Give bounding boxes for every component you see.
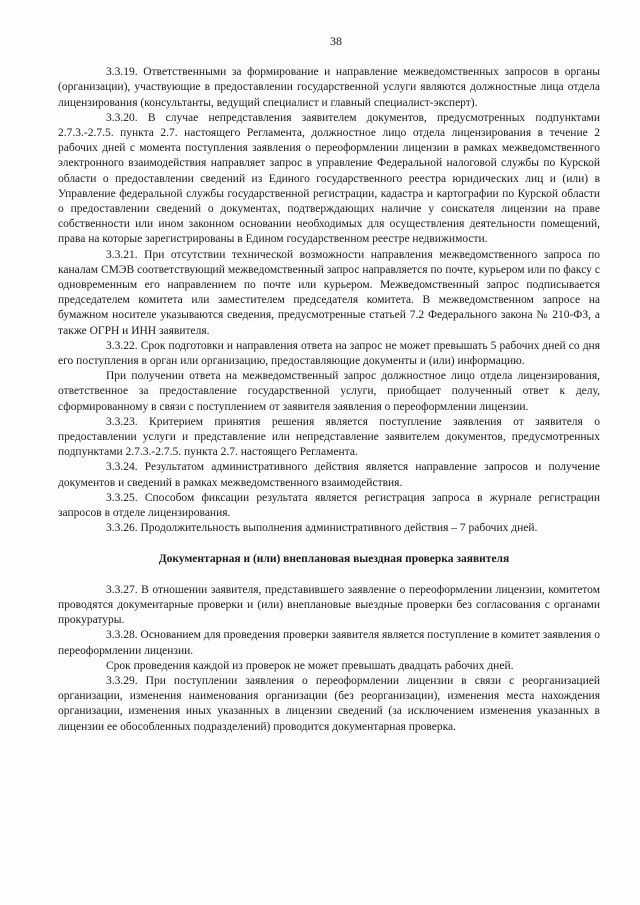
paragraph-3-3-29: 3.3.29. При поступлении заявления о переоформлении лицензии в связи с реорганизацией организации, изменения наименования организации (без реорганизации), изменения места нахождения организации, изменения иных указанных в лицензии сведений (за исключением изменения указанных в лицензии ее обособленных подразделений) проводится документарная проверка. <box>58 674 600 733</box>
paragraph-3-3-24: 3.3.24. Результатом административного действия является направление запросов и получение документов и сведений в рамках межведомственного взаимодействия. <box>58 461 600 489</box>
paragraph-3-3-20: 3.3.20. В случае непредставления заявителем документов, предусмотренных подпунктами 2.7.3.-2.7.5. пункта 2.7. настоящего Регламента, должностное лицо отдела лицензирования в течение 2 рабочих дней с момента поступления заявления о переоформлении лицензии в рамках межведомственного электронного взаимодействия направляет запрос в управление Федеральной налоговой службы по Курской области о предоставлении сведений из Единого государственного реестра юридических лиц и (или) в Управление федеральной службы государственной регистрации, кадастра и картографии по Курской области о предоставлении сведений о документах, подтверждающих наличие у соискателя лицензии на праве собственности или ином законном основании необходимых для осуществления деятельности помещений, права на которые зарегистрированы в Едином государственном реестре недвижимости. <box>58 111 600 246</box>
paragraph-3-3-28: 3.3.28. Основанием для проведения проверки заявителя является поступление в комитет заявления о переоформлении лицензии. <box>58 629 600 657</box>
section-heading: Документарная и (или) внеплановая выездная проверка заявителя <box>158 552 510 565</box>
paragraph-3-3-21: 3.3.21. При отсутствии технической возможности направления межведомственного запроса по каналам СМЭВ соответствующий межведомственный запрос направляется по почте, курьером или по факсу с одновременным его направлением по почте или курьером. Межведомственный запрос подписывается председателем комитета или заместителем председателя комитета. В межведомственном запросе на бумажном носителе указываются сведения, предусмотренные статьей 7.2 Федерального закона № 210-ФЗ, а также ОГРН и ИНН заявителя. <box>58 248 600 337</box>
paragraph-response-handling: При получении ответа на межведомственный запрос должностное лицо отдела лицензирования, ответственное за предоставление государственной услуги, приобщает полученный ответ к делу, сформированному в связи с поступлением от заявителя заявления о переоформлении лицензии. <box>58 370 600 413</box>
paragraph-3-3-22: 3.3.22. Срок подготовки и направления ответа на запрос не может превышать 5 рабочих дней со дня его поступления в орган или организацию, предоставляющие документы и (или) информацию. <box>58 339 600 368</box>
page-number: 38 <box>330 34 342 48</box>
paragraph-3-3-19: 3.3.19. Ответственными за формирование и направление межведомственных запросов в органы (организации), участвующие в предоставлении государственной услуги являются должностные лица отдела лицензирования (консультанты, ведущий специалист и главный специалист-эксперт). <box>58 66 600 109</box>
paragraph-3-3-27: 3.3.27. В отношении заявителя, представившего заявление о переоформлении лицензии, комитетом проводятся документарные проверки и (или) внеплановые выездные проверки без согласования с органами прокуратуры. <box>58 583 600 627</box>
paragraph-3-3-23: 3.3.23. Критерием принятия решения является поступление заявления от заявителя о предоставлении услуги и представление или непредставление заявителем документов, предусмотренных подпунктами 2.7.3.-2.7.5. пункта 2.7. настоящего Регламента. <box>58 415 600 459</box>
paragraph-3-3-25: 3.3.25. Способом фиксации результата является регистрация запроса в журнале регистрации запросов в отделе лицензирования. <box>58 491 600 520</box>
paragraph-inspection-term: Срок проведения каждой из проверок не может превышать двадцать рабочих дней. <box>106 659 514 672</box>
paragraph-3-3-26: 3.3.26. Продолжительность выполнения административного действия – 7 рабочих дней. <box>106 522 538 535</box>
